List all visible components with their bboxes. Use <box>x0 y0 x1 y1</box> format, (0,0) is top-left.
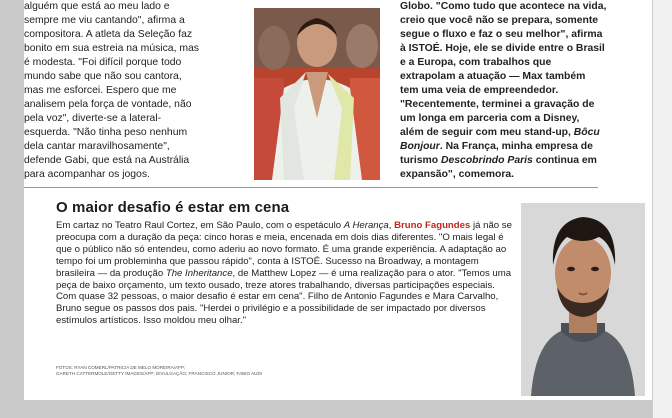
play-title-italic: A Herança <box>343 220 389 231</box>
article-paragraph <box>56 220 516 327</box>
text-line <box>400 140 636 154</box>
left-text-column <box>24 0 246 182</box>
text-line: "Recentemente, terminei a gravação de <box>400 99 595 110</box>
text-line: segue o fluxo e faz o seu melhor", afirma <box>400 29 603 40</box>
actor-portrait-illustration <box>521 203 645 396</box>
text-segment: , <box>388 220 395 231</box>
text-line: tem uma veia de empreendedor. <box>400 85 559 96</box>
text-line: creio que você não se prepara, somente <box>400 15 599 26</box>
text-line: é modesta. "Foi difícil porque todo <box>24 57 182 68</box>
text-line: defende Gabi, que está na Austrália <box>24 155 190 166</box>
text-line: bonito em sua estreia na música, mas <box>24 43 199 54</box>
text-line: mas me esforcei. Espero que me <box>24 85 177 96</box>
magazine-page <box>24 0 652 400</box>
show-title-italic: Bôcu <box>573 127 600 138</box>
text-segment: já não se preocupa com a duração da peça: cinco horas e meia, encenada em dois dias diferentes. "O mais legal é que o público não só entendeu, como aderiu ao novo formato. É uma grande experiência. A adaptação ao tempo foi um probleminha que passou rápido", conta à ISTOÉ. Sucesso na Broadway, a montagem brasileira — da produção <box>56 220 512 279</box>
photo-credits <box>56 365 306 377</box>
text-line: expansão", comemora. <box>400 169 515 180</box>
text-line: para acompanhar os jogos. <box>24 169 150 180</box>
text-line: compositora. A atleta da Seleção faz <box>24 29 193 40</box>
text-line: um longa em parceria com a Disney, <box>400 113 580 124</box>
text-segment: , de Matthew Lopez — é uma realização para o ator. "Temos uma peça de baixo orçamento, um texto ousado, treze atores trabalhando, diversas participações especiais. Com quase 32 pessoas, o maior desafio é estar em cena". Filho de Antonio Fagundes e Mara Carvalho, Bruno segue os passos dos pais. "Herdei o privilégio e a possibilidade de ser impactado por diversos estímulos artísticos. Isso moldou meu olhar." <box>56 267 512 327</box>
section-divider <box>24 187 598 188</box>
right-text-column <box>400 0 636 182</box>
text-segment: além de seguir com meu stand-up, <box>400 127 574 138</box>
text-line: esquerda. "Não tinha peso nenhum <box>24 127 188 138</box>
text-line: alguém que está ao meu lado e <box>24 1 170 12</box>
actor-photo-illustration <box>254 8 380 180</box>
article-body <box>56 220 516 327</box>
text-segment: turismo <box>400 155 441 166</box>
text-line: dela cantar maravilhosamente", <box>24 141 170 152</box>
text-line: e a Europa, com trabalhos que <box>400 57 552 68</box>
text-line <box>400 154 636 168</box>
credit-line: GARETH CATTERMOLE/GETTY IMAGES/AFP; DIVULGAÇÃO; FRANCISCO JUNIOR; FABIO AUDI <box>56 371 263 376</box>
text-segment: Em cartaz no Teatro Raul Cortez, em São Paulo, com o espetáculo <box>56 220 344 231</box>
text-line: pela voz", diverte-se a lateral- <box>24 113 162 124</box>
text-line: extrapolam a atuação — Max também <box>400 71 586 82</box>
company-name-italic: Descobrindo Paris <box>441 155 533 166</box>
text-line: mundo sabe que não sou cantora, <box>24 71 182 82</box>
text-segment: continua em <box>532 155 597 166</box>
section-heading: O maior desafio é estar em cena <box>56 199 290 216</box>
text-segment: . Na França, minha empresa de <box>439 141 593 152</box>
show-title-italic: Bonjour <box>400 141 440 152</box>
actor-photo-top <box>254 8 380 180</box>
text-line: sempre me viu cantando", afirma a <box>24 15 185 26</box>
text-line: analisem pela força de vontade, não <box>24 99 192 110</box>
actor-photo-bottom <box>521 203 645 396</box>
credit-line: FOTOS: RYAN COMERL/PATRICIA DE MELO MOREIRA/AFP; <box>56 365 186 370</box>
highlighted-name: Bruno Fagundes <box>394 220 471 231</box>
page-edge-shadow <box>653 0 672 418</box>
play-title-italic: The Inheritance <box>165 267 233 279</box>
text-line: à ISTOÉ. Hoje, ele se divide entre o Brasil <box>400 43 605 54</box>
text-line: Globo. "Como tudo que acontece na vida, <box>400 1 607 12</box>
text-line <box>400 126 636 140</box>
